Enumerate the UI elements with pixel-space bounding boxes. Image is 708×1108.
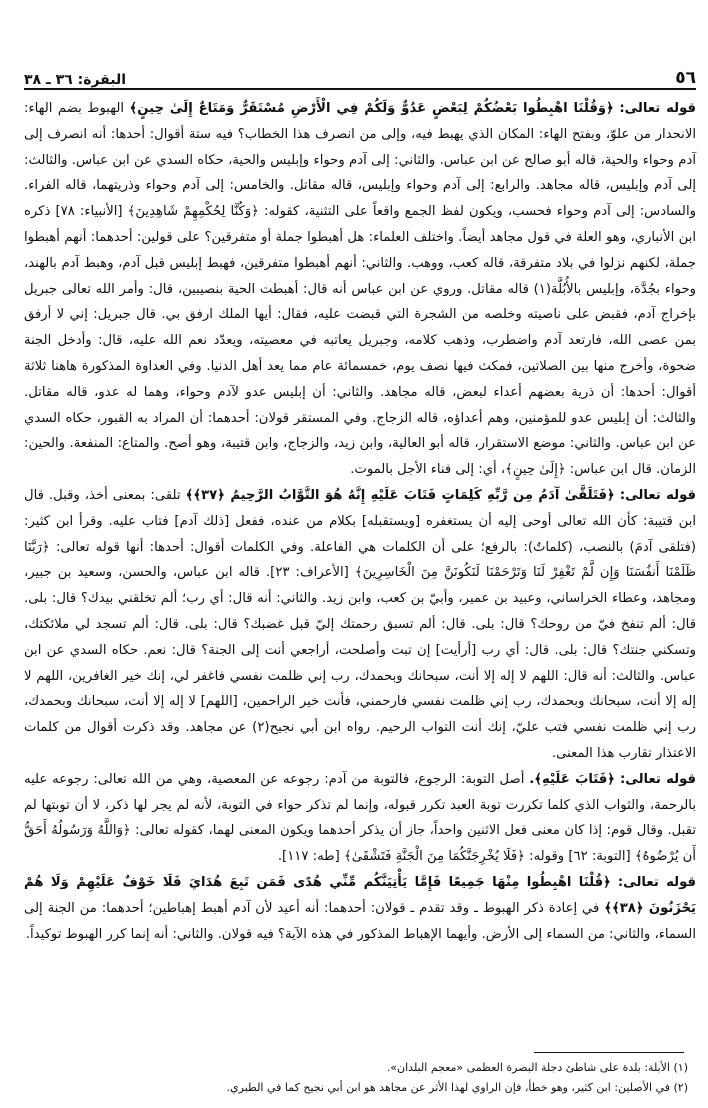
paragraph xyxy=(24,96,696,483)
ayah-quote: ﴿فَتَابَ عَلَيْهِ﴾. xyxy=(529,771,616,787)
ayah-quote: ﴿قُلْنَا اهْبِطُوا مِنْهَا جَمِيعًا فَإِمَّا يَأْتِيَنَّكُم مِّنِّي هُدًى فَمَن تَبِعَ هُدَايَ فَلَا خَوْفٌ عَلَيْهِمْ وَلَا هُمْ يَحْزَنُونَ ﴿٣٨﴾﴾ xyxy=(24,874,696,916)
footnote: (٢) في الأصلين: ابن كثير، وهو خطأ، فإن الراوي لهذا الأثر عن مجاهد هو ابن أبي نجيح كما في الطبري. xyxy=(226,1081,688,1094)
surah-range: البقرة: ٣٦ ـ ٣٨ xyxy=(24,72,127,88)
page-number: ٥٦ xyxy=(675,68,696,88)
paragraph-text: أصل التوبة: الرجوع، فالتوبة من آدم: رجوعه عن المعصية، وهي من الله تعالى: رجوعه عليه بالرحمة، والثواب الذي كلما تكررت توبة العبد تكرر قبوله، وإنما لم تذكر حواء في التوبة، لأنه لم يجر لها ذكر، لا أن توبتها لم تقبل. وقال قوم: إذا كان معنى فعل الاثنين واحداً، جاز أن يذكر أحدهما ويكون المعنى لهما، كقوله تعالى: ﴿وَاللَّهُ وَرَسُولُهُ أَحَقُّ أَن يُرْضُوهُ﴾ [التوبة: ٦٢] وقوله: ﴿فَلَا يُخْرِجَنَّكُمَا مِنَ الْجَنَّةِ فَتَشْقَىٰ﴾ [طه: ١١٧]. xyxy=(24,771,696,865)
running-header xyxy=(24,60,696,90)
body-text xyxy=(24,96,696,947)
paragraph-text: تلقى: بمعنى أخذ، وقبل. قال ابن قتيبة: كأن الله تعالى أوحى إليه أن يستغفره [ويستقبله] بكلام من عنده، ففعل [ذلك آدم] فتاب عليه. وقرأ ابن كثير: (فتلقى آدمَ) بالنصب، (كلماتٌ): بالرفع؛ على أن الكلمات هي الفاعلة. وفي الكلمات أقوال: أحدها: أنها قوله تعالى: ﴿رَبَّنَا ظَلَمْنَا أَنفُسَنَا وَإِن لَّمْ تَغْفِرْ لَنَا وَتَرْحَمْنَا لَنَكُونَنَّ مِنَ الْخَاسِرِينَ﴾ [الأعراف: ٢٣]. قاله ابن عباس، والحسن، وسعيد بن جبير، ومجاهد، وعطاء الخراساني، وعبيد بن عمير، وأبيّ بن كعب، وابن زيد. والثاني: أنه قال: أي رب؛ ألم تخلقني بيدك؟ قال: بلى. قال: ألم تنفخ فيّ من روحك؟ قال: بلى. قال: ألم تسبق رحمتك إليّ قبل غضبك؟ قال: بلى. قال: ألم تسجد لي ملائكتك، وتسكني جنتك؟ قال: بلى. قال: أي رب [أرأيت] إن تبت وأصلحت، أراجعي أنت إلى الجنة؟ قال: نعم. حكاه السدي عن ابن عباس. والثالث: أنه قال: اللهم لا إله إلا أنت، سبحانك وبحمدك، رب إني ظلمت نفسي فاغفر لي، إنك خير الغافرين، اللهم لا إله إلا أنت، سبحانك وبحمدك، رب إني ظلمت نفسي فارحمني، فأنت خير الراحمين، [اللهم] لا إله إلا أنت، سبحانك وبحمدك، رب إني ظلمت نفسي فتب عليّ، إنك أنت التواب الرحيم. رواه ابن أبي نجيح(٢) عن مجاهد. وقد ذكرت أقوال من كلمات الاعتذار تقارب هذا المعنى. xyxy=(24,487,697,761)
paragraph-label: قوله تعالى: xyxy=(619,487,696,503)
paragraph-label: قوله تعالى: xyxy=(617,874,696,890)
paragraph-text: في إعادة ذكر الهبوط ـ وقد تقدم ـ قولان: أحدهما: أنه أعيد لأن آدم أهبط إهباطين؛ أحدهما: من الجنة إلى السماء، والثاني: من السماء إلى الأرض. وأيهما الإهباط المذكور في هذه الآية؟ فيه قولان. والثاني: أنه إنما كرر الهبوط توكيداً. xyxy=(24,900,696,942)
footnotes xyxy=(24,1058,688,1098)
footnote: (١) الأبلة: بلدة على شاطئ دجلة البصرة العظمى «معجم البلدان». xyxy=(386,1061,688,1074)
paragraph xyxy=(24,870,696,947)
footnote-divider xyxy=(534,1052,684,1053)
paragraph-label: قوله تعالى: xyxy=(619,101,696,116)
paragraph-text: الهبوط بضم الهاء: الانحدار من علوّ، وبفتح الهاء: المكان الذي يهبط فيه، وإلى من انصرف هذا الخطاب؟ فيه ستة أقوال: أحدها: أنه انصرف إلى آدم وحواء والحية، قاله أبو صالح عن ابن عباس. والثاني: إلى آدم وحواء وإبليس والحية، حكاه السدي عن ابن عباس. والثالث: إلى آدم وإبليس، قاله مجاهد. والرابع: إلى آدم وحواء وإبليس، قاله مقاتل. والخامس: إلى آدم وحواء وذريتهما، قاله الفراء. والسادس: إلى آدم وحواء فحسب، ويكون لفظ الجمع واقعاً على التثنية، كقوله: ﴿وَكُنَّا لِحُكْمِهِمْ شَاهِدِينَ﴾ [الأنبياء: ٧٨] ذكره ابن الأنباري، وهو العلة في قول مجاهد أيضاً. واختلف العلماء: هل أهبطوا جملة أو متفرقين؟ على قولين: أحدهما: أنهم أهبطوا جملة، لكنهم نزلوا في بلاد متفرقة، قاله كعب، ووهب. والثاني: أنهم أهبطوا متفرقين، فهبط إبليس قبل آدم، وهبط آدم بالهند، وحواء بجُدَّة، وإبليس بالأُبُلَّة(١) قاله مقاتل. وروي عن ابن عباس أنه قال: أهبطت الحية بنصيبين، قال: وأمر الله تعالى جبريل بإخراج آدم، فقبض على ناصيته وخلصه من الشجرة التي قبضت عليه، فقال: أيها الملك ارفق بي. قال جبريل: إني لا أرفق بمن عصى الله، فارتعد آدم واضطرب، وذهب كلامه، وجبريل يعاتبه في معصيته، ويعدّد نعم الله عليه، قال: وأدخل الجنة ضحوة، وأخرج منها بين الصلاتين، فمكث فيها نصف يوم، خمسمائة عام مما يعد أهل الدنيا. وفي العداوة المذكورة هاهنا ثلاثة أقوال: أحدها: أن ذرية بعضهم أعداء لبعض، قاله مجاهد. والثاني: أن إبليس عدو لآدم وحواء، وهما له عدو، قاله مقاتل. والثالث: أن إبليس عدو للمؤمنين، وهم أعداؤه، قاله الزجاج. وفي المستقر قولان: أحدهما: أن المراد به القبور، حكاه السدي عن ابن عباس. والثاني: موضع الاستقرار، قاله أبو العالية، وابن زيد، والزجاج، وابن قتيبة، وهو أصح. والمتاع: المنفعة. والحين: الزمان. قال ابن عباس: ﴿إِلَىٰ حِينٍ﴾، أي: إلى فناء الأجل بالموت. xyxy=(24,101,696,478)
paragraph xyxy=(24,767,696,870)
paragraph-label: قوله تعالى: xyxy=(619,771,697,787)
ayah-quote: ﴿فَتَلَقَّىٰ آدَمُ مِن رَّبِّهِ كَلِمَاتٍ فَتَابَ عَلَيْهِ إِنَّهُ هُوَ التَّوَّابُ الرَّحِيمُ ﴿٣٧﴾﴾ xyxy=(185,487,615,503)
ayah-quote: ﴿وَقُلْنَا اهْبِطُوا بَعْضُكُمْ لِبَعْضٍ عَدُوٌّ وَلَكُمْ فِي الْأَرْضِ مُسْتَقَرٌّ وَمَتَاعٌ إِلَىٰ حِينٍ﴾ xyxy=(129,101,614,116)
paragraph xyxy=(24,483,696,767)
